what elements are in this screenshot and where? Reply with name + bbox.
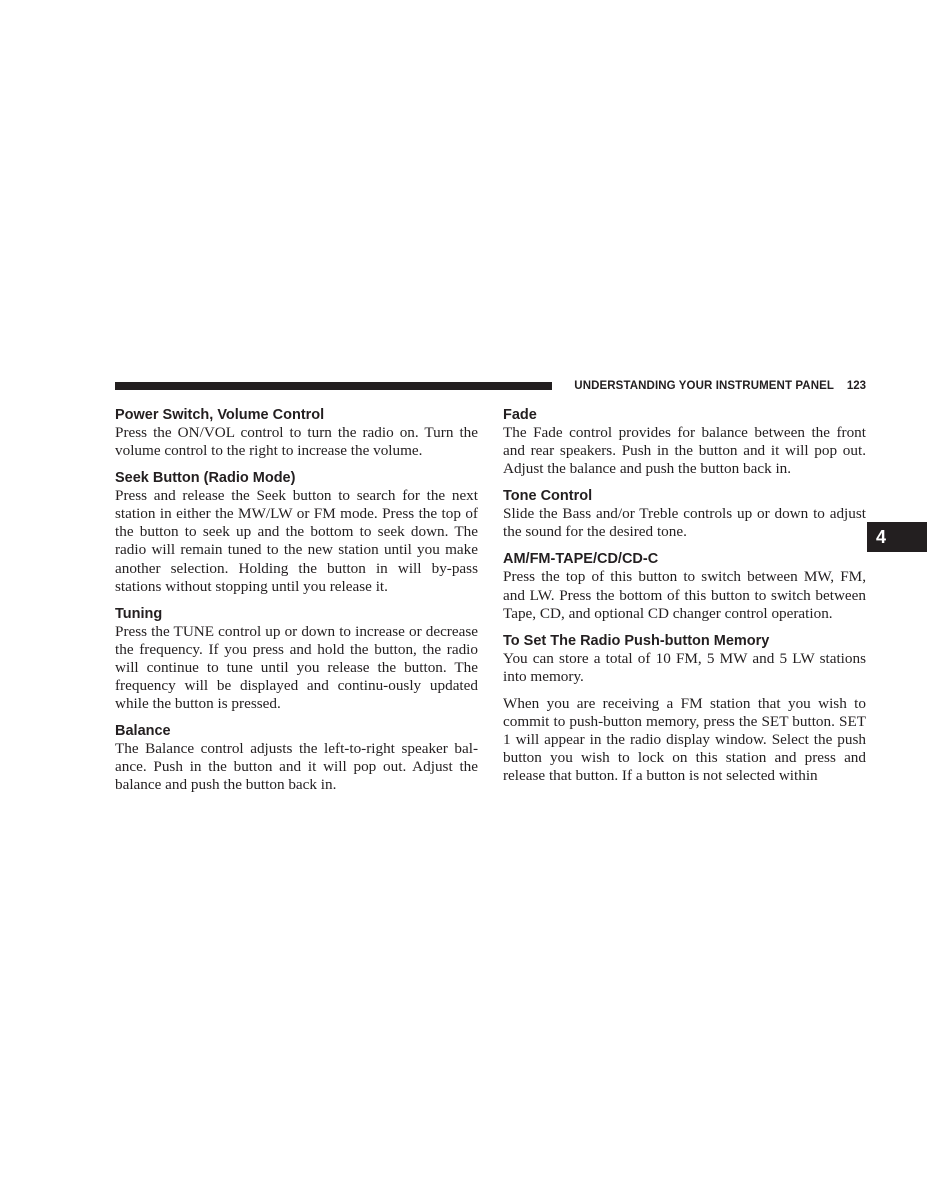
header-rule	[115, 382, 552, 390]
section-heading: Power Switch, Volume Control	[115, 407, 325, 423]
section-heading: Tuning	[115, 605, 163, 622]
section-balance	[115, 721, 478, 794]
section-fade	[503, 405, 866, 478]
section-paragraph: The Balance control adjusts the left-to-right speaker bal-ance. Push in the button and it will pop out. Adjust the balance and push the button back in.	[115, 740, 478, 794]
section-paragraph: You can store a total of 10 FM, 5 MW and 5 LW stations into memory.	[503, 649, 866, 685]
section-paragraph: When you are receiving a FM station that you wish to commit to push-button memory, press the SET button. SET 1 will appear in the radio display window. Select the push button you wish to lock on this station and press and release that button. If a button is not selected within	[503, 694, 866, 785]
section-paragraph: Press the ON/VOL control to turn the radio on. Turn the volume control to the right to increase the volume.	[115, 424, 478, 460]
section-paragraph: Press the TUNE control up or down to increase or decrease the frequency. If you press and hold the button, the radio will continue to tune until you release the button. The frequency will be displayed and continu-ously updated while the button is pressed.	[115, 622, 478, 713]
section-tuning	[115, 604, 478, 713]
section-heading: AM/FM-TAPE/CD/CD-C	[503, 551, 659, 568]
page-header	[115, 380, 866, 394]
section-seek-button	[115, 468, 478, 596]
section-heading: Balance	[115, 723, 171, 740]
section-heading: Tone Control	[503, 488, 593, 505]
chapter-tab: 4	[867, 522, 927, 552]
section-paragraph: The Fade control provides for balance between the front and rear speakers. Push in the button and it will pop out. Adjust the balance and push the button back in.	[503, 424, 866, 478]
section-paragraph: Press and release the Seek button to search for the next station in either the MW/LW or FM mode. Press the top of the button to seek up and the bottom to seek down. The radio will remain tuned to the new station until you make another selection. Holding the button in will by-pass stations without stopping until you release it.	[115, 487, 478, 595]
section-power-switch	[115, 405, 478, 460]
left-column	[115, 405, 478, 803]
right-column	[503, 405, 866, 793]
section-heading: To Set The Radio Push-button Memory	[503, 632, 770, 649]
section-paragraph: Slide the Bass and/or Treble controls up or down to adjust the sound for the desired tone.	[503, 505, 866, 541]
section-heading: Seek Button (Radio Mode)	[115, 470, 296, 487]
section-push-button-memory	[503, 631, 866, 786]
section-paragraph: Press the top of this button to switch between MW, FM, and LW. Press the bottom of this button to switch between Tape, CD, and optional CD changer control operation.	[503, 568, 866, 622]
running-title: UNDERSTANDING YOUR INSTRUMENT PANEL	[574, 380, 834, 392]
section-heading: Fade	[503, 407, 537, 423]
section-tone-control	[503, 486, 866, 541]
page-number: 123	[846, 380, 866, 392]
section-am-fm-tape	[503, 549, 866, 622]
